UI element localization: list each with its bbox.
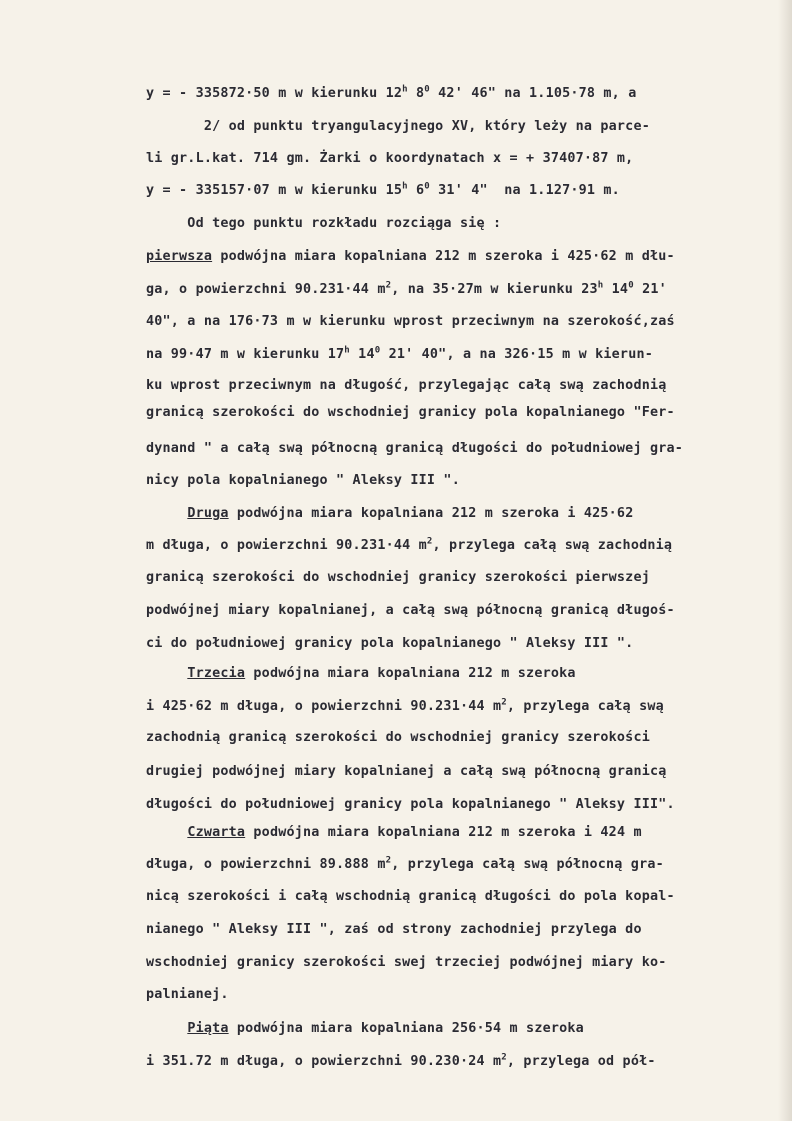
superscript: 2 <box>385 855 392 866</box>
text-run: podwójna miara kopalniana 212 m szeroka <box>245 666 576 681</box>
text-line <box>146 216 501 232</box>
text-run: granicą szerokości do wschodniej granicy szerokości pierwszej <box>146 570 650 585</box>
text-line <box>146 119 650 135</box>
superscript: 2 <box>385 280 392 291</box>
text-line <box>146 797 675 813</box>
text-line <box>146 441 683 457</box>
text-run <box>146 1021 187 1036</box>
superscript: 2 <box>426 536 433 547</box>
section-heading: Czwarta <box>187 825 246 840</box>
text-run: nianego " Aleksy III ", zaś od strony zachodniej przylega do <box>146 922 642 937</box>
text-run: , przylega całą swą zachodnią <box>432 538 673 553</box>
text-line <box>146 1054 656 1070</box>
text-line <box>146 86 636 102</box>
text-line <box>146 666 576 682</box>
text-run: 42' 46" na 1.105·78 m, a <box>429 86 637 101</box>
superscript: 0 <box>424 181 430 192</box>
text-run: wschodniej granicy szerokości swej trzeciej podwójnej miary ko- <box>146 955 667 970</box>
text-line <box>146 506 633 522</box>
text-run: 31' 4" na 1.127·91 m. <box>429 183 620 198</box>
text-line <box>146 1021 584 1037</box>
text-run: , przylega całą swą <box>506 699 664 714</box>
superscript: 2 <box>501 697 507 708</box>
text-run: 8 <box>407 86 425 101</box>
text-run: 6 <box>407 183 425 198</box>
text-run: palnianej. <box>146 987 229 1002</box>
text-line <box>146 889 675 905</box>
page-edge-shadow <box>778 0 792 1121</box>
text-run <box>146 825 187 840</box>
text-run: granicą szerokości do wschodniej granicy pola kopalnianego "Fer- <box>146 405 675 420</box>
text-run: podwójna miara kopalniana 212 m szeroka i 425·62 <box>228 506 634 521</box>
text-run: , przylega całą swą północną gra- <box>391 857 664 872</box>
text-run: Od tego punktu rozkładu rozciąga się : <box>146 216 502 231</box>
text-run: li gr.L.kat. 714 gm. Żarki o koordynatach x = + 37407·87 m, <box>146 151 634 166</box>
text-run: dynand " a całą swą północną granicą długości do południowej gra- <box>146 441 684 456</box>
text-line <box>146 603 675 619</box>
text-line <box>146 636 633 652</box>
text-run: 14 <box>349 347 375 362</box>
text-run: na 99·47 m w kierunku 17 <box>146 347 345 362</box>
text-run: 21' 40", a na 326·15 m w kierun- <box>380 347 653 362</box>
text-run: i 425·62 m długa, o powierzchni 90.231·44 m <box>146 699 502 714</box>
text-line <box>146 955 667 971</box>
text-line <box>146 405 675 421</box>
text-run: 14 <box>603 282 629 297</box>
text-line <box>146 538 672 554</box>
text-run: ci do południowej granicy pola kopalnianego " Aleksy III ". <box>146 636 634 651</box>
text-line <box>146 764 667 780</box>
text-run: drugiej podwójnej miary kopalnianej a całą swą północną granicą <box>146 764 667 779</box>
text-line <box>146 347 653 363</box>
text-line <box>146 183 620 199</box>
text-run: y = - 335157·07 m w kierunku 15 <box>146 183 403 198</box>
text-run <box>146 506 187 521</box>
superscript: h <box>402 181 408 192</box>
text-run: długości do południowej granicy pola kopalnianego " Aleksy III". <box>146 797 675 812</box>
superscript: 0 <box>424 84 430 95</box>
section-heading: Piąta <box>187 1021 229 1036</box>
text-line <box>146 570 650 586</box>
superscript: h <box>344 345 350 356</box>
text-line <box>146 825 642 841</box>
text-run: y = - 335872·50 m w kierunku 12 <box>146 86 403 101</box>
text-line <box>146 314 675 330</box>
superscript: 2 <box>501 1052 507 1063</box>
section-heading: Druga <box>187 506 229 521</box>
text-line <box>146 378 667 394</box>
section-heading: Trzecia <box>187 666 246 681</box>
text-run: podwójna miara kopalniana 212 m szeroka i 424 m <box>245 825 642 840</box>
text-run: zachodnią granicą szerokości do wschodniej granicy szerokości <box>146 730 650 745</box>
text-run: , przylega od pół- <box>506 1054 656 1069</box>
text-run: podwójna miara kopalniana 212 m szeroka i 425·62 m dłu- <box>212 249 675 264</box>
section-heading: pierwsza <box>146 249 213 264</box>
text-run: , na 35·27m w kierunku 23 <box>391 282 598 297</box>
text-run: podwójnej miary kopalnianej, a całą swą północną granicą długoś- <box>146 603 675 618</box>
superscript: 0 <box>628 280 634 291</box>
text-line <box>146 282 667 298</box>
text-line <box>146 473 460 489</box>
text-line <box>146 857 664 873</box>
text-run <box>146 666 187 681</box>
text-run: 40", a na 176·73 m w kierunku wprost przeciwnym na szerokość,zaś <box>146 314 675 329</box>
text-run: długa, o powierzchni 89.888 m <box>146 857 386 872</box>
text-run: ku wprost przeciwnym na długość, przylegając całą swą zachodnią <box>146 378 667 393</box>
text-run: 2/ od punktu tryangulacyjnego XV, który leży na parce- <box>146 119 650 134</box>
text-line <box>146 987 229 1003</box>
text-run: ga, o powierzchni 90.231·44 m <box>146 282 386 297</box>
text-run: m długa, o powierzchni 90.231·44 m <box>146 538 427 553</box>
text-run: podwójna miara kopalniana 256·54 m szeroka <box>228 1021 584 1036</box>
superscript: 0 <box>374 345 381 356</box>
text-line <box>146 699 664 715</box>
text-run: i 351.72 m długa, o powierzchni 90.230·24 m <box>146 1054 502 1069</box>
text-run: 21' <box>633 282 667 297</box>
superscript: h <box>597 280 604 291</box>
text-run: nicy pola kopalnianego " Aleksy III ". <box>146 473 460 488</box>
text-line <box>146 151 633 167</box>
text-line <box>146 249 675 265</box>
text-line <box>146 730 650 746</box>
text-line <box>146 922 642 938</box>
superscript: h <box>402 84 408 95</box>
text-run: nicą szerokości i całą wschodnią granicą długości do pola kopal- <box>146 889 675 904</box>
